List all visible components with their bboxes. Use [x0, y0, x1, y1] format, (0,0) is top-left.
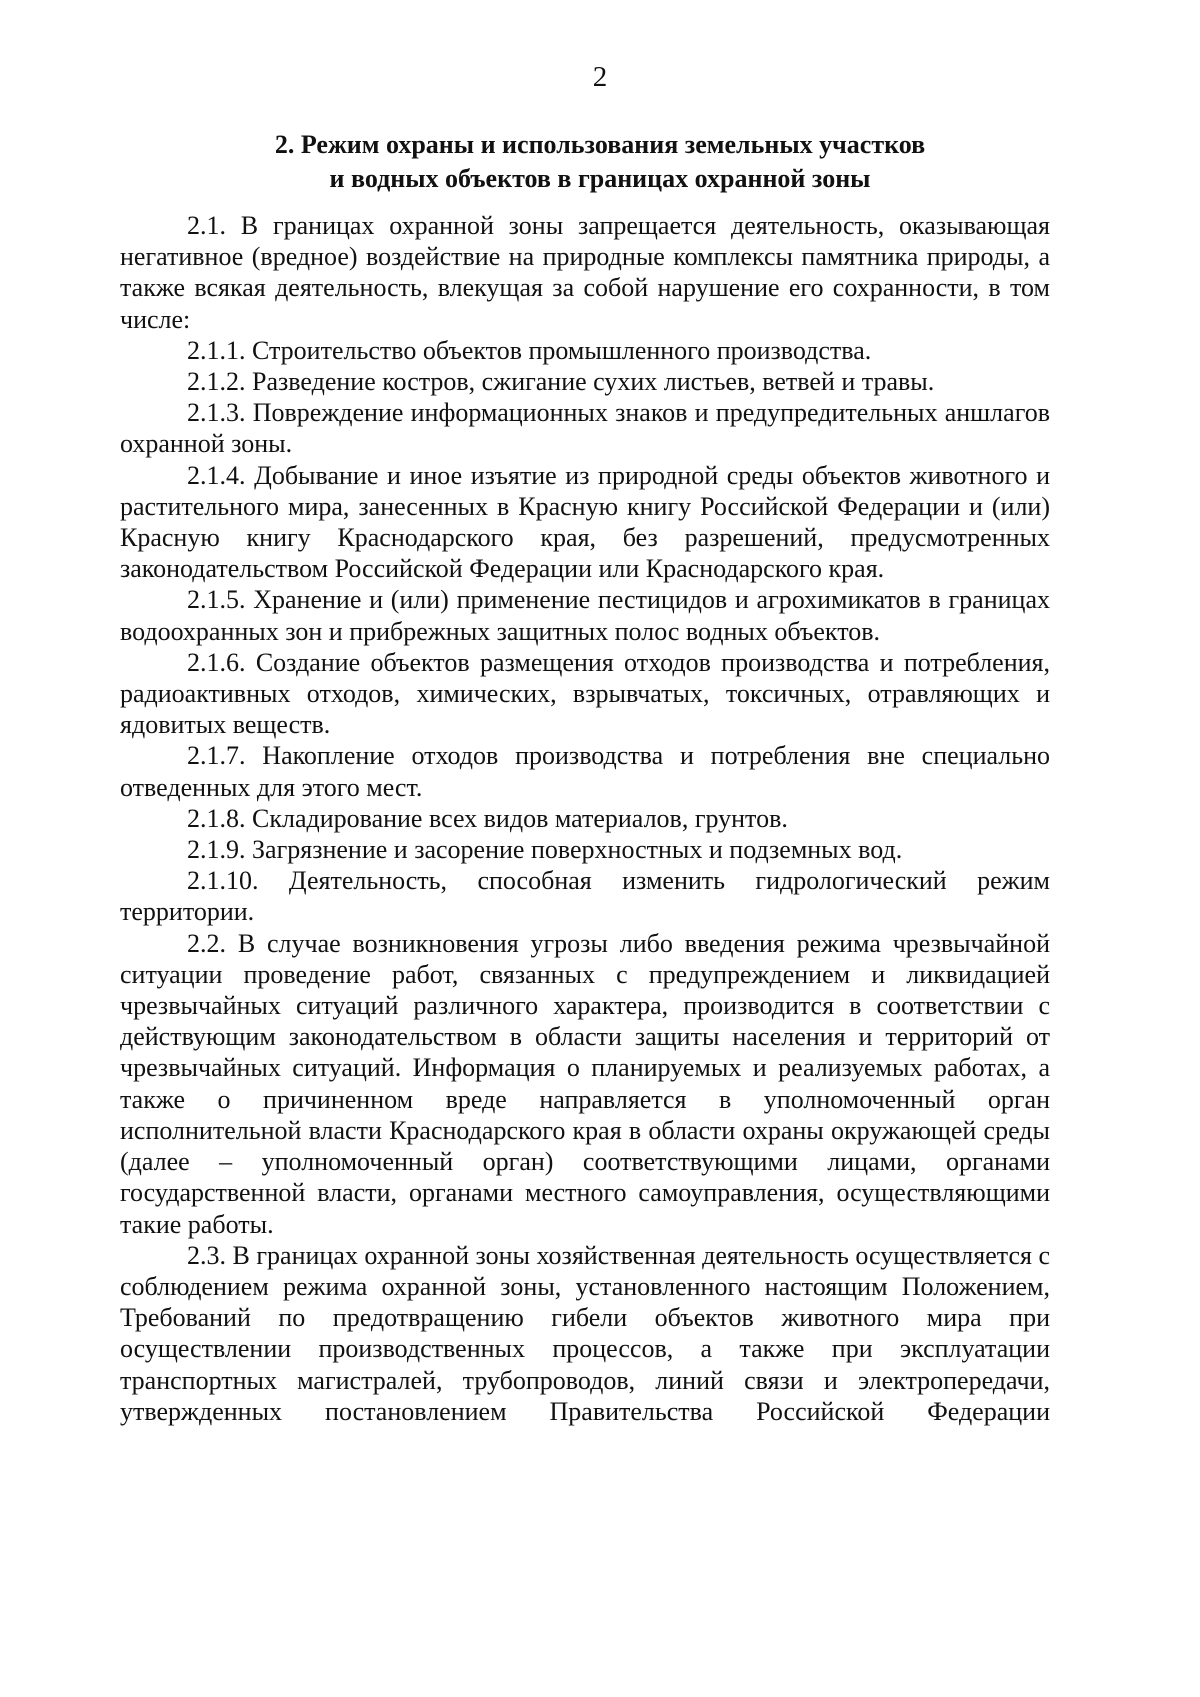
section-heading: [120, 128, 1080, 196]
paragraph-2-3: 2.3. В границах охранной зоны хозяйственная деятельность осуществляется с соблюдением режима охранной зоны, установленного настоящим Положением, Требований по предотвращению гибели объектов животного мира при осуществлении производственных процессов, а также при эксплуатации транспортных магистралей, трубопроводов, линий связи и электропередачи, утвержденных постановлением Правительства Российской Федерации: [120, 1240, 1050, 1426]
paragraph-2-1-4: 2.1.4. Добывание и иное изъятие из природной среды объектов животного и растительного мира, занесенных в Красную книгу Российской Федерации и (или) Красную книгу Краснодарского края, без разрешений, предусмотренных законодательством Российской Федерации или Краснодарского края.: [120, 460, 1050, 584]
paragraph-2-1-5: 2.1.5. Хранение и (или) применение пестицидов и агрохимикатов в границах водоохранных зон и прибрежных защитных полос водных объектов.: [120, 585, 1050, 646]
paragraph-2-1-9: 2.1.9. Загрязнение и засорение поверхностных и подземных вод.: [187, 835, 903, 865]
paragraph-2-1-3: 2.1.3. Повреждение информационных знаков и предупредительных аншлагов охранной зоны.: [120, 398, 1050, 459]
paragraph-2-2: 2.2. В случае возникновения угрозы либо введения режима чрезвычайной ситуации проведение работ, связанных с предупреждением и ликвидацией чрезвычайных ситуаций различного характера, производится в соответствии с действующим законодательством в области защиты населения и территорий от чрезвычайных ситуаций. Информация о планируемых и реализуемых работах, а также о причиненном вреде направляется в уполномоченный орган исполнительной власти Краснодарского края в области охраны окружающей среды (далее – уполномоченный орган) соответствующими лицами, органами государственной власти, органами местного самоуправления, осуществляющими такие работы.: [120, 928, 1050, 1239]
paragraph-2-1-2: 2.1.2. Разведение костров, сжигание сухих листьев, ветвей и травы.: [187, 367, 935, 397]
page-number: 2: [592, 61, 608, 93]
paragraph-2-1-7: 2.1.7. Накопление отходов производства и потребления вне специально отведенных для этого мест.: [120, 741, 1050, 802]
section-heading-line-1: 2. Режим охраны и использования земельных участков: [274, 130, 926, 159]
paragraph-2-1: 2.1. В границах охранной зоны запрещается деятельность, оказывающая негативное (вредное) воздействие на природные комплексы памятника природы, а также всякая деятельность, влекущая за собой нарушение его сохранности, в том числе:: [120, 211, 1050, 334]
document-body: [120, 210, 1050, 1427]
paragraph-2-1-6: 2.1.6. Создание объектов размещения отходов производства и потребления, радиоактивных отходов, химических, взрывчатых, токсичных, отравляющих и ядовитых веществ.: [120, 647, 1050, 740]
paragraph-2-1-1: 2.1.1. Строительство объектов промышленного производства.: [187, 335, 872, 365]
paragraph-2-1-8: 2.1.8. Складирование всех видов материалов, грунтов.: [187, 803, 788, 833]
paragraph-2-1-10: 2.1.10. Деятельность, способная изменить гидрологический режим территории.: [120, 866, 1050, 927]
section-heading-line-2: и водных объектов в границах охранной зоны: [329, 164, 871, 193]
